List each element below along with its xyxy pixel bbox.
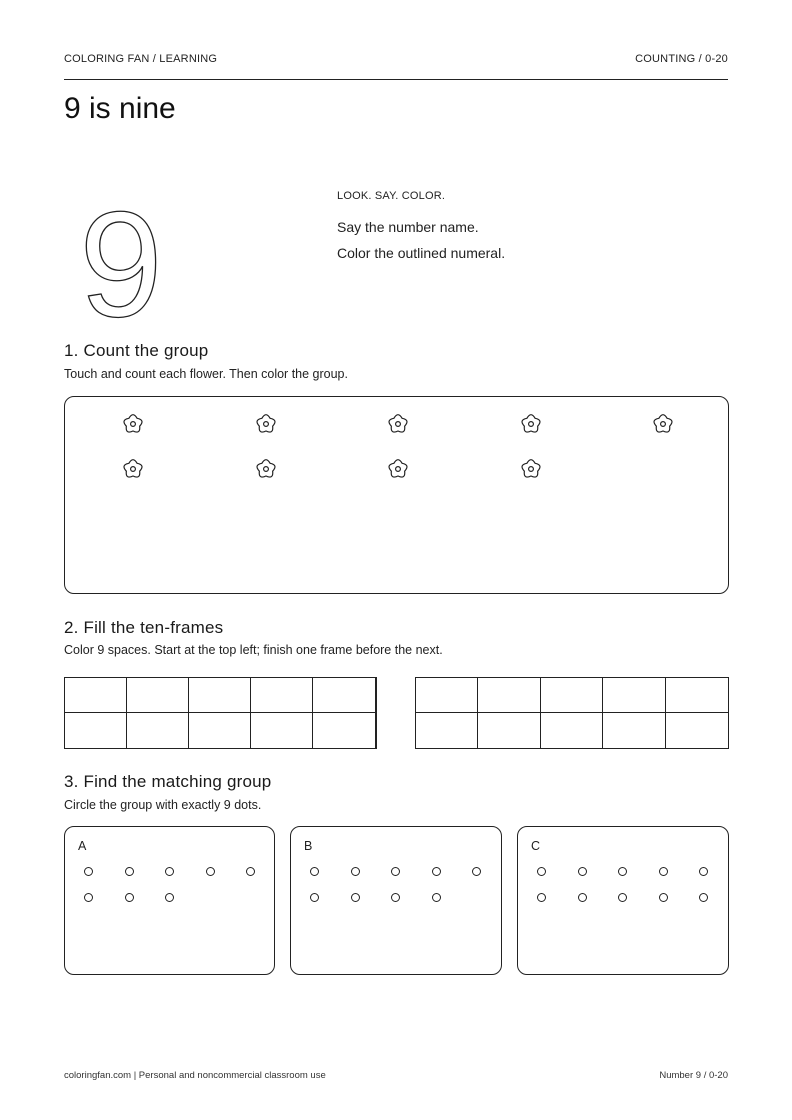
- dot: [206, 867, 215, 876]
- intro-line-2: Color the outlined numeral.: [337, 245, 506, 261]
- footer-left: coloringfan.com | Personal and noncommercial classroom use: [64, 1070, 326, 1081]
- flower-icon[interactable]: [251, 454, 281, 484]
- ten-frame-cell[interactable]: [478, 678, 540, 713]
- ten-frame-cell[interactable]: [416, 678, 478, 713]
- flower-group-box: [64, 396, 729, 594]
- flower-icon[interactable]: [516, 454, 546, 484]
- match-group-label: C: [531, 839, 541, 853]
- section2-subtitle: Color 9 spaces. Start at the top left; finish one frame before the next.: [64, 643, 443, 657]
- dot: [310, 893, 319, 902]
- section3-subtitle: Circle the group with exactly 9 dots.: [64, 798, 262, 812]
- dot: [659, 893, 668, 902]
- footer-right: Number 9 / 0-20: [659, 1070, 728, 1081]
- dot: [618, 867, 627, 876]
- dot: [351, 893, 360, 902]
- ten-frame-cell[interactable]: [189, 713, 251, 748]
- match-group-label: B: [304, 839, 313, 853]
- dot: [472, 867, 481, 876]
- numeral-glyph: 9: [79, 198, 163, 328]
- ten-frame-cell[interactable]: [478, 713, 540, 748]
- dot: [432, 893, 441, 902]
- flower-icon[interactable]: [118, 409, 148, 439]
- dot: [84, 893, 93, 902]
- flower-icon[interactable]: [251, 409, 281, 439]
- match-group-label: A: [78, 839, 87, 853]
- dot: [391, 893, 400, 902]
- dot: [699, 893, 708, 902]
- dot: [165, 867, 174, 876]
- dot: [432, 867, 441, 876]
- ten-frame-cell[interactable]: [416, 713, 478, 748]
- ten-frame-2: [415, 677, 729, 749]
- outlined-numeral: [76, 198, 166, 328]
- section2-title: 2. Fill the ten-frames: [64, 618, 224, 637]
- dot: [578, 893, 587, 902]
- flower-icon[interactable]: [118, 454, 148, 484]
- ten-frame-cell[interactable]: [189, 678, 251, 713]
- match-group-a[interactable]: [64, 826, 275, 975]
- ten-frame-cell[interactable]: [313, 713, 375, 748]
- section1-subtitle: Touch and count each flower. Then color the group.: [64, 367, 348, 381]
- ten-frame-cell[interactable]: [603, 713, 665, 748]
- dot: [351, 867, 360, 876]
- dot: [125, 867, 134, 876]
- ten-frame-cell[interactable]: [65, 678, 127, 713]
- ten-frame-cell[interactable]: [666, 678, 728, 713]
- section3-title: 3. Find the matching group: [64, 772, 272, 791]
- ten-frame-cell[interactable]: [541, 678, 603, 713]
- header-right: COUNTING / 0-20: [635, 53, 728, 65]
- flower-icon[interactable]: [648, 409, 678, 439]
- ten-frame-cell[interactable]: [251, 713, 313, 748]
- dot: [165, 893, 174, 902]
- dot: [578, 867, 587, 876]
- header-left: COLORING FAN / LEARNING: [64, 53, 218, 65]
- dot: [618, 893, 627, 902]
- dot: [659, 867, 668, 876]
- ten-frame-cell[interactable]: [603, 678, 665, 713]
- dot: [391, 867, 400, 876]
- ten-frame-cell[interactable]: [127, 678, 189, 713]
- dot: [699, 867, 708, 876]
- dot: [84, 867, 93, 876]
- flower-icon[interactable]: [516, 409, 546, 439]
- page-title: 9 is nine: [64, 92, 176, 125]
- header-rule: [64, 79, 728, 80]
- dot: [246, 867, 255, 876]
- flower-icon[interactable]: [383, 454, 413, 484]
- ten-frame-cell[interactable]: [65, 713, 127, 748]
- intro-label: LOOK. SAY. COLOR.: [337, 190, 446, 202]
- match-group-b[interactable]: [290, 826, 502, 975]
- dot: [537, 893, 546, 902]
- dot: [125, 893, 134, 902]
- intro-line-1: Say the number name.: [337, 219, 479, 235]
- ten-frame-cell[interactable]: [313, 678, 375, 713]
- flower-icon[interactable]: [383, 409, 413, 439]
- match-group-c[interactable]: [517, 826, 729, 975]
- dot: [310, 867, 319, 876]
- section1-title: 1. Count the group: [64, 341, 209, 360]
- ten-frame-cell[interactable]: [541, 713, 603, 748]
- dot: [537, 867, 546, 876]
- ten-frame-cell[interactable]: [127, 713, 189, 748]
- ten-frame-1: [64, 677, 377, 749]
- ten-frame-cell[interactable]: [666, 713, 728, 748]
- ten-frame-cell[interactable]: [251, 678, 313, 713]
